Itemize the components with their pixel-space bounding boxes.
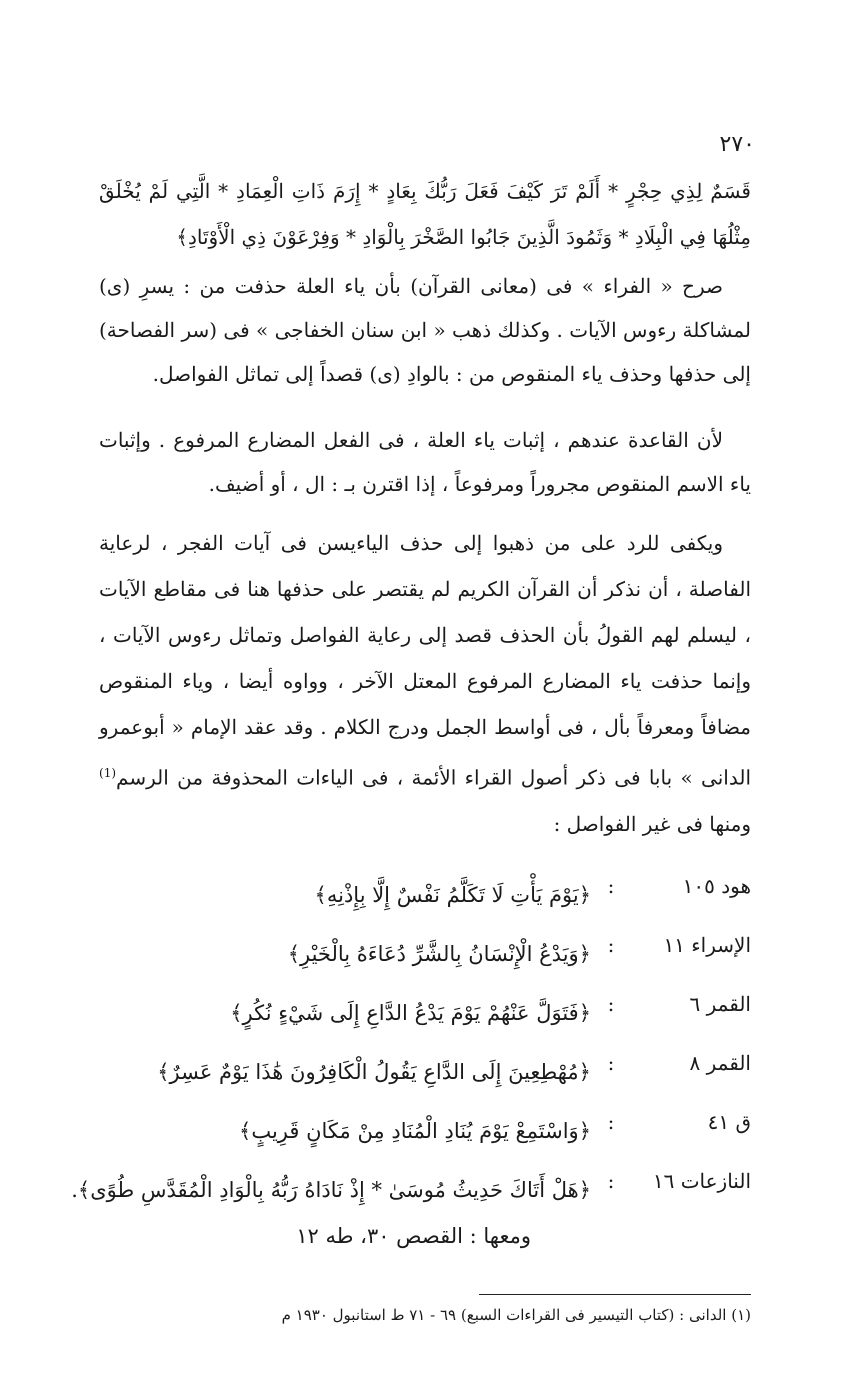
quran-passage-fajr: قَسَمٌ لِذِي حِجْرٍ * أَلَمْ تَرَ كَيْفَ فَعَلَ رَبُّكَ بِعَادٍ * إِرَمَ ذَاتِ الْعِمَادِ * الَّتِي لَمْ يُخْلَقْ مِثْلُهَا فِي الْبِلَادِ * وَثَمُودَ الَّذِينَ جَابُوا الصَّخْرَ بِالْوَادِ * وَفِرْعَوْنَ ذِي الْأَوْتَادِ﴾ bbox=[99, 179, 751, 249]
verse-row bbox=[61, 1163, 751, 1273]
verse-row bbox=[61, 1045, 751, 1104]
verse-list bbox=[61, 868, 751, 1273]
verse-colon: : bbox=[607, 874, 615, 898]
verse-reference: القمر ٦ bbox=[689, 992, 751, 1016]
footnote: (١) الدانى : (كتاب التيسير فى القراءات السبع) ٦٩ - ٧١ ط استانبول ١٩٣٠ م bbox=[281, 1306, 751, 1324]
verse-text: ﴿يَوْمَ يَأْتِ لَا تَكَلَّمُ نَفْسٌ إِلَّا بِإِذْنِهِ﴾ bbox=[314, 883, 591, 907]
verse-colon: : bbox=[607, 933, 615, 957]
footnote-marker: (1) bbox=[99, 766, 117, 780]
verse-also-references: ومعها : القصص ٣٠، طه ١٢ bbox=[296, 1224, 531, 1248]
verse-text: ﴿وَيَدْعُ الْإِنْسَانُ بِالشَّرِّ دُعَاءَهُ بِالْخَيْرِ﴾ bbox=[287, 942, 591, 966]
verse-row bbox=[61, 1104, 751, 1163]
verse-text: ﴿مُهْطِعِينَ إِلَى الدَّاعِ يَقُولُ الْكَافِرُونَ هَٰذَا يَوْمٌ عَسِرٌ﴾ bbox=[157, 1060, 591, 1084]
footnote-divider bbox=[479, 1294, 751, 1295]
verse-reference: ق ٤١ bbox=[707, 1110, 751, 1134]
verse-reference: الإسراء ١١ bbox=[663, 933, 751, 957]
verse-text-body: ﴿هَلْ أَتَاكَ حَدِيثُ مُوسَىٰ * إِذْ نَادَاهُ رَبُّهُ بِالْوَادِ الْمُقَدَّسِ طُوًى﴾. bbox=[71, 1178, 591, 1202]
verse-row bbox=[61, 868, 751, 927]
verse-text: ﴿وَاسْتَمِعْ يَوْمَ يُنَادِ الْمُنَادِ مِنْ مَكَانٍ قَرِيبٍ﴾ bbox=[239, 1119, 591, 1143]
verse-row bbox=[61, 986, 751, 1045]
paragraph-response bbox=[99, 520, 751, 847]
paragraph-response-tail: ومنها فى غير الفواصل : bbox=[553, 811, 751, 836]
verse-text: ﴿فَتَوَلَّ عَنْهُمْ يَوْمَ يَدْعُ الدَّاعِ إِلَى شَيْءٍ نُكُرٍ﴾ bbox=[230, 1001, 591, 1025]
verse-colon: : bbox=[607, 1051, 615, 1075]
paragraph-rule: لأن القاعدة عندهم ، إثبات ياء العلة ، فى الفعل المضارع المرفوع . وإثبات ياء الاسم المنقوص مجروراً ومرفوعاً ، إذا اقترن بـ : ال ، أو أضيف. bbox=[99, 428, 751, 496]
verse-reference: القمر ٨ bbox=[689, 1051, 751, 1075]
verse-colon: : bbox=[607, 992, 615, 1016]
verse-reference: هود ١٠٥ bbox=[682, 874, 751, 898]
paragraph-response-text: ويكفى للرد على من ذهبوا إلى حذف الياءيسن فى آيات الفجر ، لرعاية الفاصلة ، أن نذكر أن القرآن الكريم لم يقتصر على حذفها هنا فى مقاطع الآيات ، ليسلم لهم القولُ بأن الحذف قصد إلى رعاية الفواصل وتماثل رءوس الآيات ، وإنما حذفت ياء المضارع المرفوع المعتل الآخر ، وواوه أيضا ، وياء المنقوص مضافاً ومعرفاً بأل ، فى أواسط الجمل ودرج الكلام . وقد عقد الإمام « أبوعمرو الدانى » بابا فى ذكر أصول القراء الأئمة ، فى الياءات المحذوفة من الرسم bbox=[99, 531, 751, 790]
verse-reference: النازعات ١٦ bbox=[652, 1169, 751, 1193]
paragraph-farra: صرح « الفراء » فى (معانى القرآن) بأن ياء العلة حذفت من : يسرِ (ى) لمشاكلة رءوس الآيات . وكذلك ذهب « ابن سنان الخفاجى » فى (سر الفصاحة) إلى حذفها وحذف ياء المنقوص من : بالوادِ (ى) قصداً إلى تماثل الفواصل. bbox=[99, 274, 751, 386]
verse-row bbox=[61, 927, 751, 986]
verse-colon: : bbox=[607, 1169, 615, 1193]
verse-colon: : bbox=[607, 1110, 615, 1134]
verse-text bbox=[61, 1163, 591, 1259]
page-number: ٢٧٠ bbox=[719, 132, 755, 157]
